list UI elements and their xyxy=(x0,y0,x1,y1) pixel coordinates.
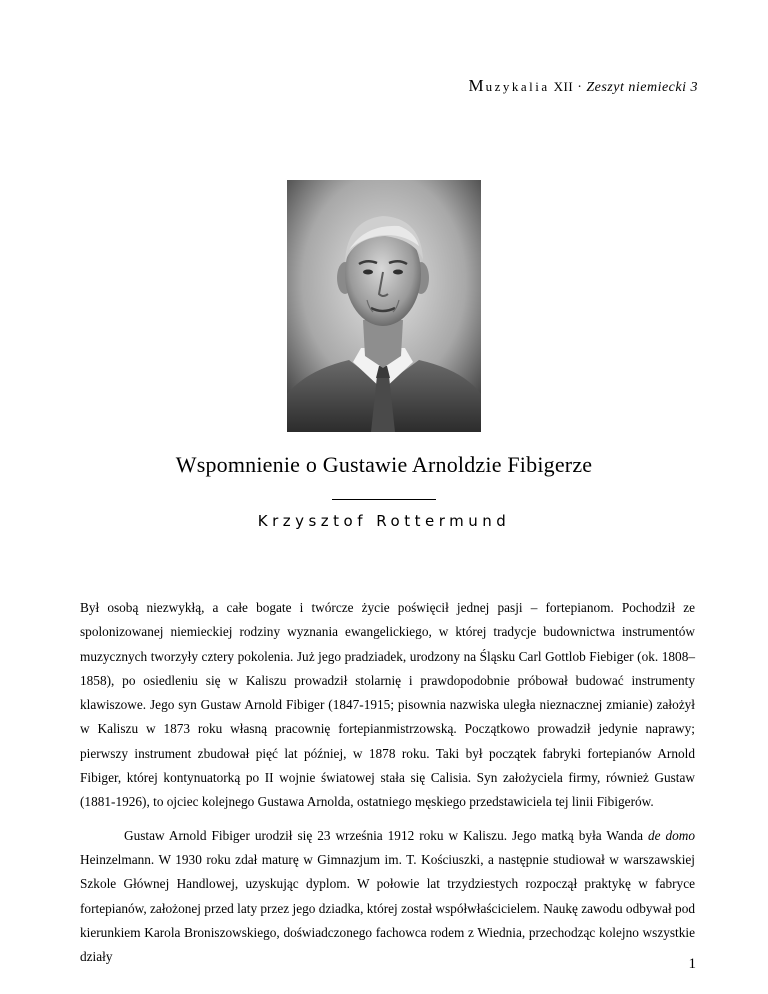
series-rest: uzykalia xyxy=(485,79,550,94)
body-paragraph-1: Był osobą niezwykłą, a całe bogate i twórcze życie poświęcił jednej pasji – fortepianom. Pochodził ze spolonizowanej niemieckiej rodziny wyznania ewangelickiego, w której tradycje budownictwa instrumentów muzycznych tworzyły cztery pokolenia. Już jego pradziadek, urodzony na Śląsku Carl Gottlob Fiebiger (ok. 1808–1858), po osiedleniu się w Kaliszu prowadził stolarnię i prawdopodobnie próbował budować instrumenty klawiszowe. Jego syn Gustaw Arnold Fibiger (1847-1915; pisownia nazwiska uległa nieznacznej zmianie) założył w Kaliszu w 1873 roku własną pracownię fortepianmistrzowską. Początkowo prowadził jedynie naprawy; pierwszy instrument zbudował pięć lat później, w 1878 roku. Taki był początek fabryki fortepianów Arnold Fibiger, której kontynuatorką po II wojnie światowej stała się Calisia. Syn założyciela firmy, również Gustaw (1881-1926), to ojciec kolejnego Gustawa Arnolda, ostatniego męskiego przedstawiciela tej linii Fibigerów. xyxy=(80,600,695,810)
paragraph-2-italic-term: de domo xyxy=(647,827,695,843)
paragraph-2-text-end: Heinzelmann. W 1930 roku zdał maturę w Gimnazjum im. T. Kościuszki, a następnie studiował w warszawskiej Szkole Głównej Handlowej, uzyskując dyplom. W połowie lat trzydziestych rozpoczął praktykę w fabryce fortepianów, założonej przed laty przez jego dziadka, której został współwłaścicielem. Naukę zawodu odbywał pod kierunkiem Karola Broniszowskiego, doświadczonego fachowca rodem z Wiednia, przechodząc kolejno wszystkie działy xyxy=(80,851,695,965)
body-paragraph-2 xyxy=(80,824,695,970)
article-author: Krzysztof Rottermund xyxy=(257,512,511,530)
running-head xyxy=(468,76,698,96)
article-title: Wspomnienie o Gustawie Arnoldzie Fibigerze xyxy=(175,452,593,477)
running-head-separator: · xyxy=(577,80,583,95)
journal-series-name xyxy=(468,76,550,95)
title-divider xyxy=(332,499,436,500)
page-number: 1 xyxy=(688,956,696,972)
journal-issue: Zeszyt niemiecki 3 xyxy=(586,80,698,95)
paragraph-2-text-start: Gustaw Arnold Fibiger urodził się 23 września 1912 roku w Kaliszu. Jego matką była Wanda xyxy=(124,827,648,843)
series-initial: M xyxy=(468,76,486,95)
journal-volume: XII xyxy=(553,79,574,94)
portrait-photo xyxy=(287,180,481,432)
portrait-photo-icon xyxy=(287,180,481,432)
article-body xyxy=(80,596,695,978)
